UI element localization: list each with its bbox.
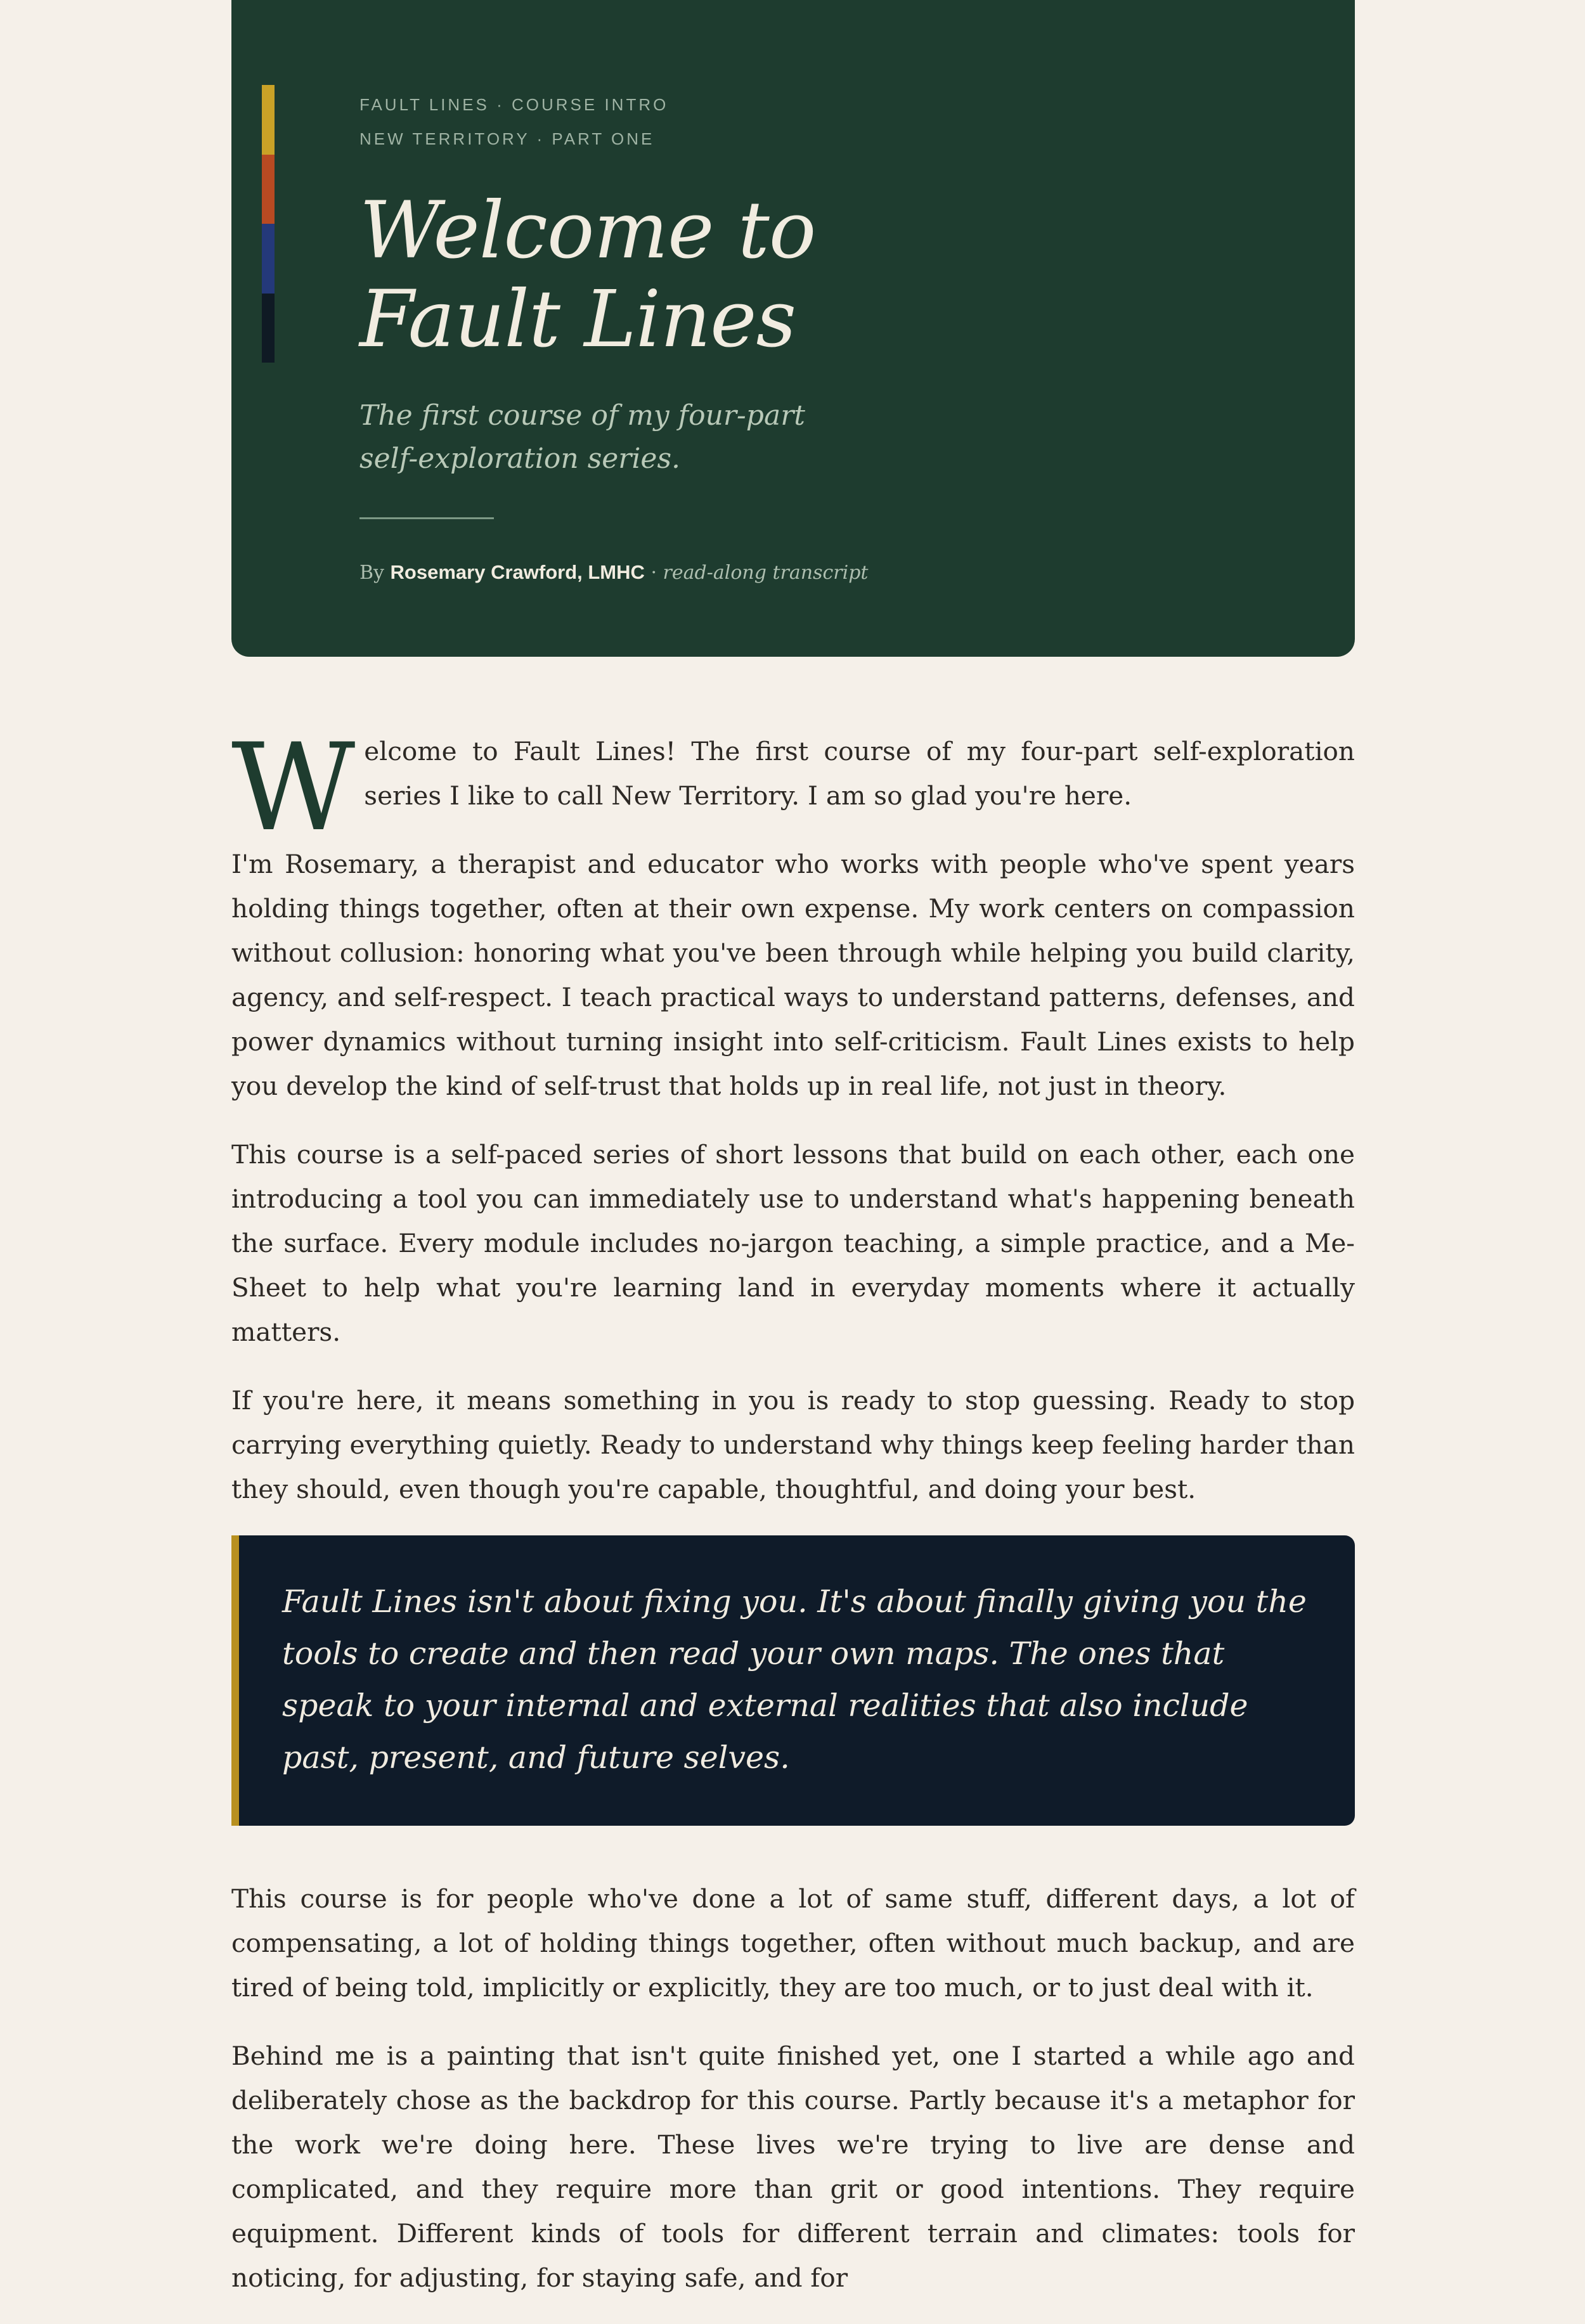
title-line-1: Welcome to	[359, 185, 816, 276]
eyebrow-series: NEW TERRITORY · PART ONE	[359, 129, 655, 148]
stripe-rust	[262, 155, 275, 224]
author-name: Rosemary Crawford, LMHC	[390, 561, 645, 583]
byline-note: read-along transcript	[663, 562, 869, 584]
page-title	[359, 186, 1247, 364]
paragraph: This course is a self-paced series of short lessons that build on each other, each one introducing a tool you can immediately use to understand what's happening beneath the surface. Every module includes no-jargon teaching, a simple practice, and a Me-Sheet to help what you're learning land in everyday moments where it actually matters.	[231, 1139, 1355, 1347]
article-body	[231, 718, 1355, 2324]
drop-cap: W	[231, 718, 356, 858]
intro-text: elcome to Fault Lines! The first course of my four-part self-exploration series I like to call New Territory. I am so glad you're here.	[364, 736, 1355, 811]
color-stripe	[262, 85, 275, 363]
pull-quote-text: Fault Lines isn't about fixing you. It's about finally giving you the tools to create and then read your own maps. The ones that speak to your internal and external realities that also include past, present, and future selves.	[282, 1584, 1307, 1776]
hero-content	[359, 87, 1247, 584]
byline	[359, 561, 1247, 584]
intro-paragraph	[231, 718, 1355, 858]
stripe-blue	[262, 224, 275, 294]
eyebrow-course: FAULT LINES · COURSE INTRO	[359, 95, 669, 114]
paragraph: This course is for people who've done a lot of same stuff, different days, a lot of compensating, a lot of holding things together, often without much backup, and are tired of being told, implicitly or explicitly, they are too much, or to just deal with it.	[231, 1883, 1355, 2003]
paragraph: Behind me is a painting that isn't quite finished yet, one I started a while ago and deliberately chose as the backdrop for this course. Partly because it's a metaphor for the work we're doing here. These lives we're trying to live are dense and complicated, and they require more than grit or good intentions. They require equipment. Different kinds of tools for different terrain and climates: tools for noticing, for adjusting, for staying safe, and for	[231, 2041, 1355, 2293]
paragraph: I'm Rosemary, a therapist and educator who works with people who've spent years holding things together, often at their own expense. My work centers on compassion without collusion: honoring what you've been through while helping you build clarity, agency, and self-respect. I teach practical ways to understand patterns, defenses, and power dynamics without turning insight into self-criticism. Fault Lines exists to help you develop the kind of self-trust that holds up in real life, not just in theory.	[231, 849, 1355, 1101]
byline-separator: ·	[650, 562, 657, 584]
hero-divider	[359, 517, 494, 519]
subtitle-line-1: The first course of my four-part	[359, 399, 805, 432]
stripe-navy	[262, 294, 275, 363]
byline-prefix: By	[359, 562, 384, 584]
pull-quote	[231, 1535, 1355, 1826]
subtitle-line-2: self-exploration series.	[359, 442, 681, 475]
hero-banner	[231, 0, 1355, 657]
title-line-2: Fault Lines	[359, 274, 796, 365]
paragraph: If you're here, it means something in you is ready to stop guessing. Ready to stop carrying everything quietly. Ready to understand why things keep feeling harder than they should, even though you're capable, thoughtful, and doing your best.	[231, 1385, 1355, 1504]
hero-subtitle	[359, 394, 1247, 481]
stripe-gold	[262, 85, 275, 155]
